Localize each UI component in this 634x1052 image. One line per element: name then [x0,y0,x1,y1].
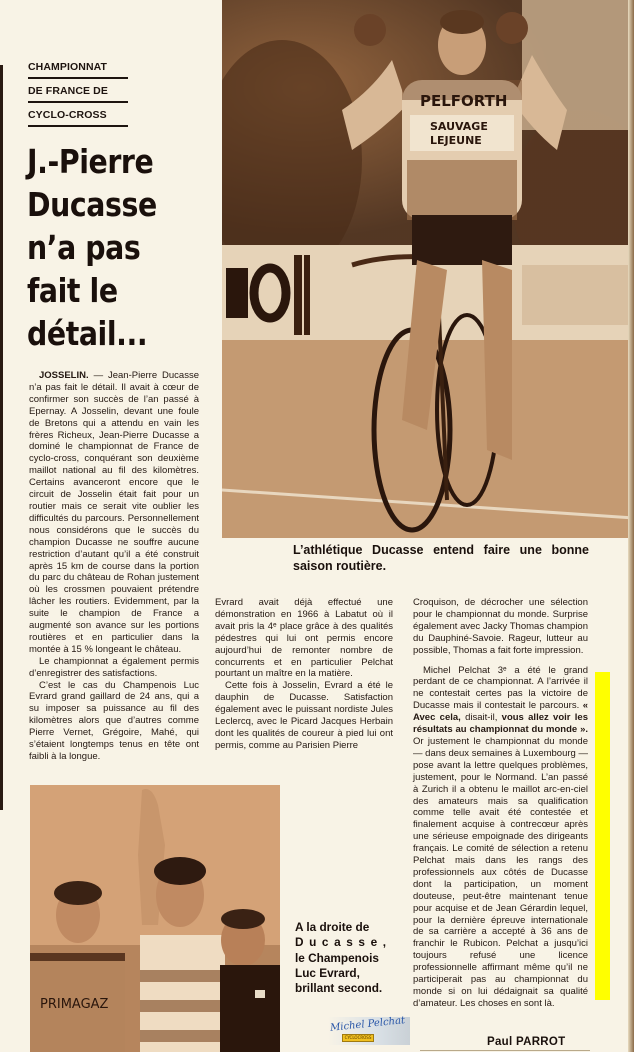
paragraph [413,665,588,1010]
paragraph: Cette fois à Josselin, Evrard a été le dauphin de Ducasse. Satisfaction également avec le puissant nordiste Jules Leclercq, avec le Picard Jacques Herbain dont les qualités de coureur à pied lui ont permis, comme au Parisien Pierre [215,680,393,751]
article-column-2 [215,597,393,752]
podium-caption [295,920,395,996]
watermark-name: Michel Pelchat [329,1015,406,1034]
headline-line: n’a pas [27,228,141,267]
jersey-text: PELFORTH [420,92,508,110]
section-kicker [28,58,128,130]
caption-line: le Champenois Luc Evrard, brillant second. [295,950,383,996]
page-border-left [0,65,3,810]
paragraph: Evrard avait déjà effectué une démonstration en 1966 à Labatut où il avait pris la 4ᵉ place grâce à des qualités pédestres qui lui ont permis encore aujourd’hui de remonter nombre de concurrents et en particulier Pelchat pourtant un maître en la matière. [215,597,393,680]
headline-line: fait le [27,271,118,310]
quote-text: vous allez voir les résultats au championnat du monde ». [413,712,588,736]
dateline: JOSSELIN. [39,370,89,381]
kicker-line: CHAMPIONNAT [28,58,128,79]
paragraph-text: — Jean-Pierre Ducasse n’a pas fait le détail. Il avait à cœur de confirmer son succès de l’an passé à Epernay. A Josselin, devant une foule de Bretons qui a attendu en vain les frères Richeux, Jean-Pierre Ducasse a dominé le championnat de France de cyclo-cross, conquérant son deuxième maillot national au fil des kilomètres. Certains avanceront encore que le circuit de Josselin était fait pour un routier mais ce serait vite oublier les difficultés du parcours. Personnellement nous considérons que le succès du champion Ducasse ne souffre aucune restriction d’autant qu’il a été construit après 15 km de course dans la portion du parc du château de Rohan justement où les crossmen pouvaient prétendre lâcher les routiers. Evidemment, par la suite le champion de France a augmenté son avance sur les portions routières et en particulier dans la montée à 15 % longeant le château. [29,370,199,655]
headline-line: J.-Pierre [27,142,154,181]
article-headline [27,140,190,355]
headline-line: Ducasse [27,185,157,224]
main-photo-illustration [222,0,634,538]
article-column-1 [29,370,199,763]
caption-line: A la droite de [295,920,370,934]
article-column-3 [413,597,588,1010]
caption-line: Ducasse, [295,935,392,950]
watermark-logo [328,1017,410,1045]
byline-rule [420,1050,590,1051]
byline: Paul PARROT [487,1036,566,1048]
jersey-text: PRIMAGAZ [40,997,109,1012]
paragraph-text: disait-il, [460,712,502,724]
headline-line: détail... [27,314,148,353]
watermark-badge: CYCLOCROSS [342,1034,374,1042]
page-edge-right [628,0,634,1052]
kicker-line: DE FRANCE DE [28,82,128,103]
kicker-line: CYCLO-CROSS [28,106,128,127]
main-photo-rider-celebrating [222,0,634,538]
paragraph-text: Or justement le championnat du monde — dans deux semaines à Luxembourg — pose avant la lettre quelques problèmes, justement, pour le Normand. L’an passé à Zurich il a obtenu le maillot arc-en-ciel des amateurs mais sa qualification comme telle avait été contestée et finalement acquise à contrecœur après une sérieuse empoignade des dirigeants français. Le comité de sélection a retenu Pelchat mais dans les rangs des professionnels aux côtés de Ducasse dont la participation, un moment douteuse, peut-être maintenant tenue pour acquise et de Jean Gérardin lequel, pour la dernière épreuve internationale de sa carrière a accepté à 36 ans de franchir le Rubicon. Pelchat a jusqu’ici toujours refusé une licence professionnelle affirmant même qu’il ne participerait pas au championnat du monde si on lui dédaignait sa qualité d’amateur. Les choses en sont là. [413,735,588,1009]
jersey-text: SAUVAGE [430,120,488,133]
paragraph-text: Michel Pelchat 3ᵉ a été le grand perdant de ce championnat. A l’arrivée il ne contestait certes pas la victoire de Ducasse mais il contestait le parcours. [413,664,588,712]
highlight-marker [595,672,610,1000]
podium-photo-illustration [30,785,280,1052]
jersey-text: LEJEUNE [430,134,482,147]
main-photo-caption: L’athlétique Ducasse entend faire une bonne saison routière. [293,543,589,573]
paragraph: Croquison, de décrocher une sélection pour le championnat du monde. Surprise également avec Jacky Thomas champion du Dauphiné-Savoie. Rageur, lutteur au possible, Thomas a fait forte impression. [413,597,588,656]
paragraph: C’est le cas du Champenois Luc Evrard grand gaillard de 24 ans, qui a su imposer sa puissance au fil des kilomètres alors que d’autres comme Pierre Vernet, Grégoire, Mahé, qui s’étaient longtemps tenus en tête ont faibli à la longue. [29,679,199,762]
podium-photo [30,785,280,1052]
quote-text: « Avec cela, [413,700,588,724]
paragraph: Le championnat a également permis d’enregistrer des satisfactions. [29,655,199,679]
